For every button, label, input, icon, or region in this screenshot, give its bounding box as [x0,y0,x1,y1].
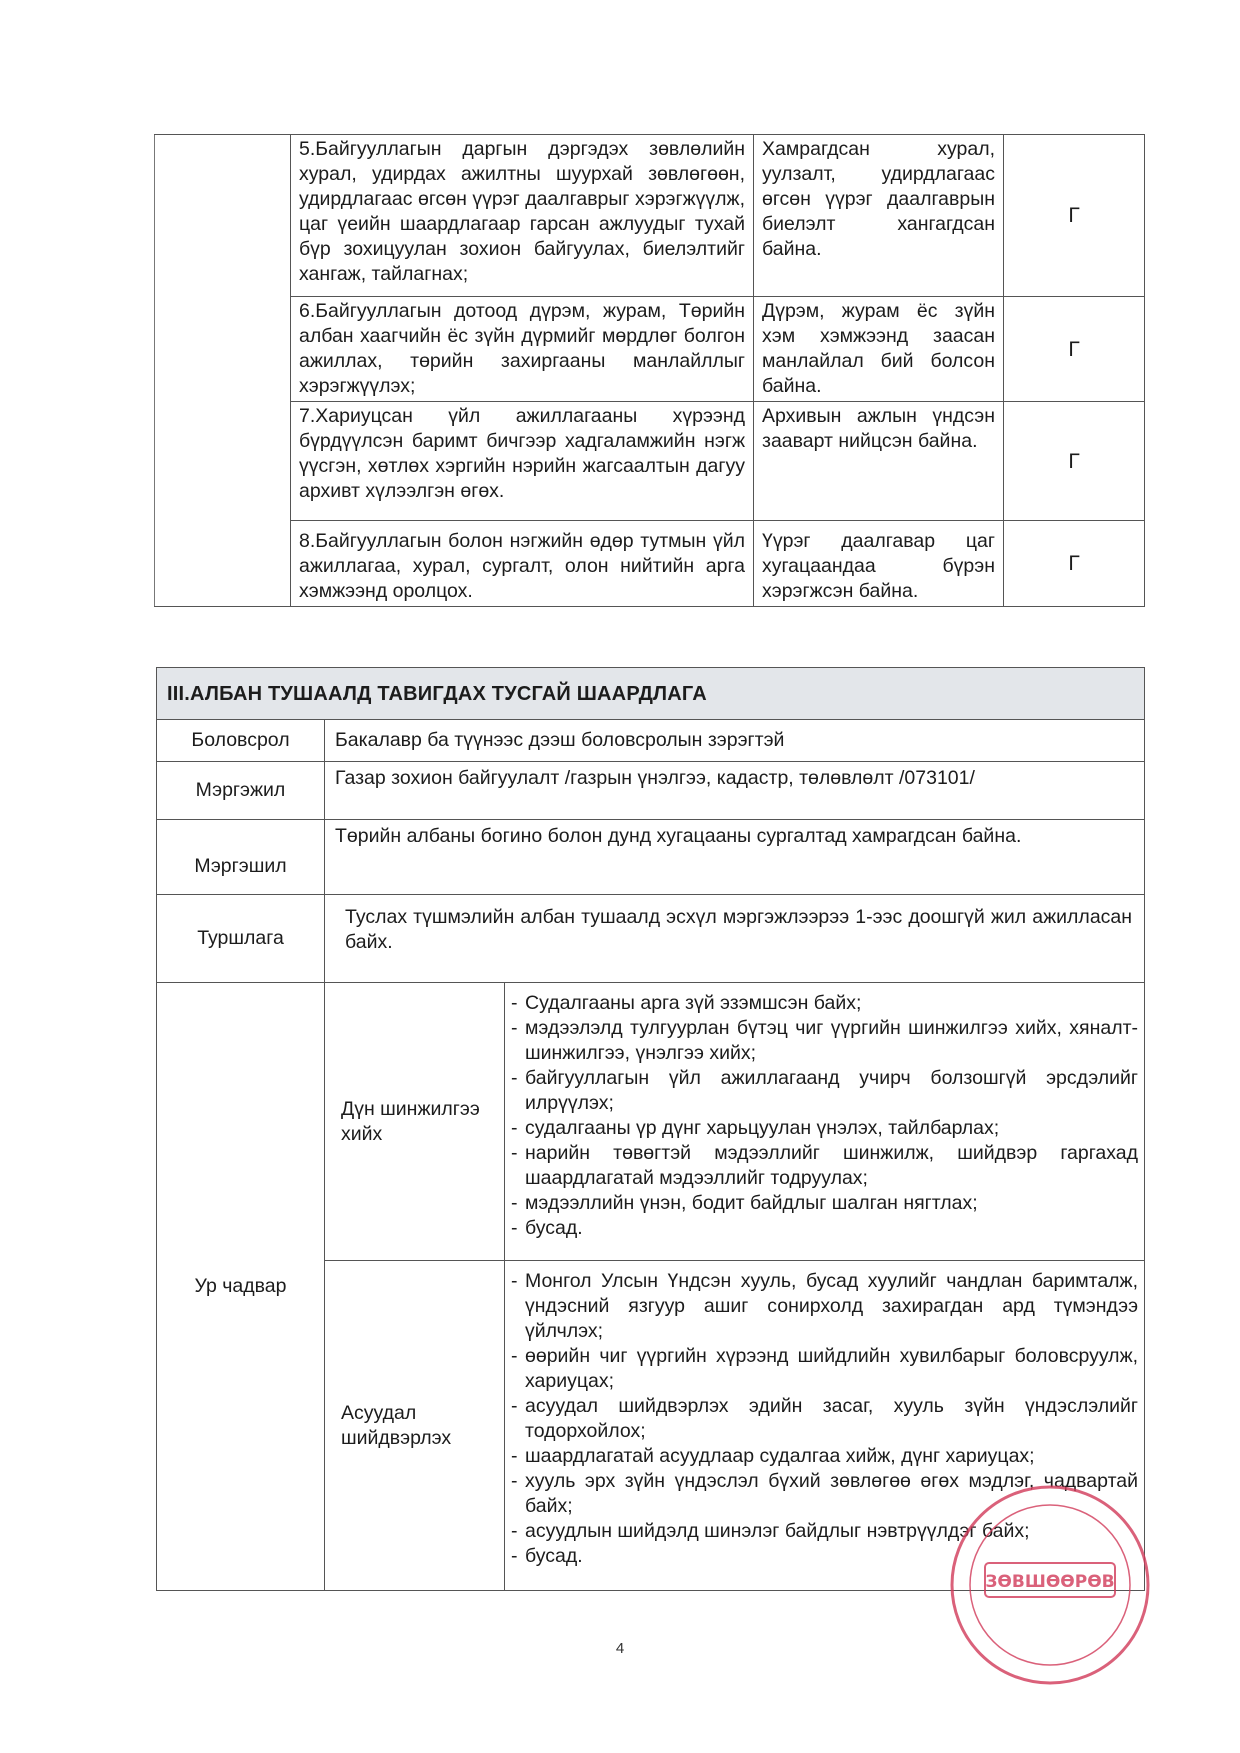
experience-value: Туслах түшмэлийн албан тушаалд эсхүл мэргэжлээрээ 1-ээс доошгүй жил ажилласан байх. [325,895,1145,983]
analysis-list-cell [505,983,1145,1261]
experience-row [157,895,1145,983]
list-item: - мэдээлэлд тулгуурлан бүтэц чиг үүргийн шинжилгээ хийх, хяналт-шинжилгээ, үнэлгээ хийх; [511,1016,1138,1066]
result-text: Дүрэм, журам ёс зүйн хэм хэмжээнд заасан манлайлал бий болсон байна. [754,297,1004,402]
list-item: - Монгол Улсын Үндсэн хууль, бусад хуулийг чандлан баримталж, үндэсний язгуур ашиг сонирхолд захирагдан ард түмэндээ үйлчлэх; [511,1269,1138,1344]
grade-mark: Г [1004,135,1145,297]
list-item: - шаардлагатай асуудлаар судалгаа хийж, дүнг хариуцах; [511,1444,1138,1469]
qualification-value: Төрийн албаны богино болон дунд хугацааны сургалтад хамрагдсан байна. [325,820,1145,895]
profession-row [157,762,1145,820]
list-item: - Судалгааны арга зүй эзэмшсэн байх; [511,991,1138,1016]
list-item: - судалгааны үр дүнг харьцуулан үнэлэх, тайлбарлах; [511,1116,1138,1141]
qualification-row [157,820,1145,895]
education-row [157,720,1145,762]
analysis-label: Дүн шинжилгээ хийх [325,983,505,1261]
list-item: - бусад. [511,1216,1138,1241]
duties-table [154,134,1145,607]
experience-label: Туршлага [157,895,325,983]
approval-stamp [945,1480,1155,1690]
duty-text: 8.Байгууллагын болон нэгжийн өдөр тутмын үйл ажиллагаа, хурал, сургалт, олон нийтийн арга хэмжээнд оролцох. [291,521,754,607]
list-item: - өөрийн чиг үүргийн хүрээнд шийдлийн хувилбарыг боловсруулж, хариуцах; [511,1344,1138,1394]
duty-text: 6.Байгууллагын дотоод дүрэм, журам, Төрийн албан хаагчийн ёс зүйн дүрмийг мөрдлөг болгон ажиллах, төрийн захиргааны манлайллыг хэрэгжүүлэх; [291,297,754,402]
stamp-text: ЗӨВШӨӨРӨВ [985,1572,1115,1592]
duty-row [155,521,1145,607]
qualification-label: Мэргэшил [157,820,325,895]
skills-row-analysis [157,983,1145,1261]
list-item: - асуудал шийдвэрлэх эдийн засаг, хууль зүйн үндэслэлийг тодорхойлох; [511,1394,1138,1444]
profession-label: Мэргэжил [157,762,325,820]
education-label: Боловсрол [157,720,325,762]
education-value: Бакалавр ба түүнээс дээш боловсролын зэрэгтэй [325,720,1145,762]
list-item: - асуудлын шийдэлд шинэлэг байдлыг нэвтрүүлдэг байх; [511,1519,1138,1544]
problem-solving-label: Асуудал шийдвэрлэх [325,1261,505,1591]
section-header-row [157,668,1145,720]
profession-value: Газар зохион байгуулалт /газрын үнэлгээ, кадастр, төлөвлөлт /073101/ [325,762,1145,820]
duty-text: 5.Байгууллагын даргын дэргэдэх зөвлөлийн хурал, удирдах ажилтны шуурхай зөвлөгөөн, удирдлагаас өгсөн үүрэг даалгаврыг хэрэгжүүлж, цаг үеийн шаардлагаар гарсан ажлуудыг тухай бүр зохицуулан зохион байгуулах, биелэлтийг хангаж, тайлагнах; [291,135,754,297]
result-text: Хамрагдсан хурал, уулзалт, удирдлагаас өгсөн үүрэг даалгаврын биелэлт хангагдсан байна. [754,135,1004,297]
list-item: - бусад. [511,1544,1138,1569]
special-requirements-table [156,667,1145,1591]
analysis-list [511,991,1138,1241]
duty-row [155,402,1145,521]
list-item: - нарийн төвөгтэй мэдээллийг шинжилж, шийдвэр гаргахад шаардлагатай мэдээллийг тодруулах; [511,1141,1138,1191]
grade-mark: Г [1004,297,1145,402]
grade-mark: Г [1004,402,1145,521]
blank-cell [155,135,291,607]
duty-text: 7.Хариуцсан үйл ажиллагааны хүрээнд бүрдүүлсэн баримт бичгээр хадгаламжийн нэгж үүсгэн, хөтлөх хэргийн нэрийн жагсаалтын дагуу архивт хүлээлгэн өгөх. [291,402,754,521]
grade-mark: Г [1004,521,1145,607]
result-text: Үүрэг даалгавар цаг хугацаандаа бүрэн хэрэгжсэн байна. [754,521,1004,607]
section-title: III.АЛБАН ТУШААЛД ТАВИГДАХ ТУСГАЙ ШААРДЛАГА [157,668,1145,720]
duty-row [155,297,1145,402]
page-number: 4 [615,1640,625,1657]
duty-row [155,135,1145,297]
skills-label: Ур чадвар [157,983,325,1591]
list-item: - мэдээллийн үнэн, бодит байдлыг шалган нягтлах; [511,1191,1138,1216]
result-text: Архивын ажлын үндсэн зааварт нийцсэн байна. [754,402,1004,521]
list-item: - хууль эрх зүйн үндэслэл бүхий зөвлөгөө өгөх мэдлэг, чадвартай байх; [511,1469,1138,1519]
list-item: - байгууллагын үйл ажиллагаанд учирч болзошгүй эрсдэлийг илрүүлэх; [511,1066,1138,1116]
